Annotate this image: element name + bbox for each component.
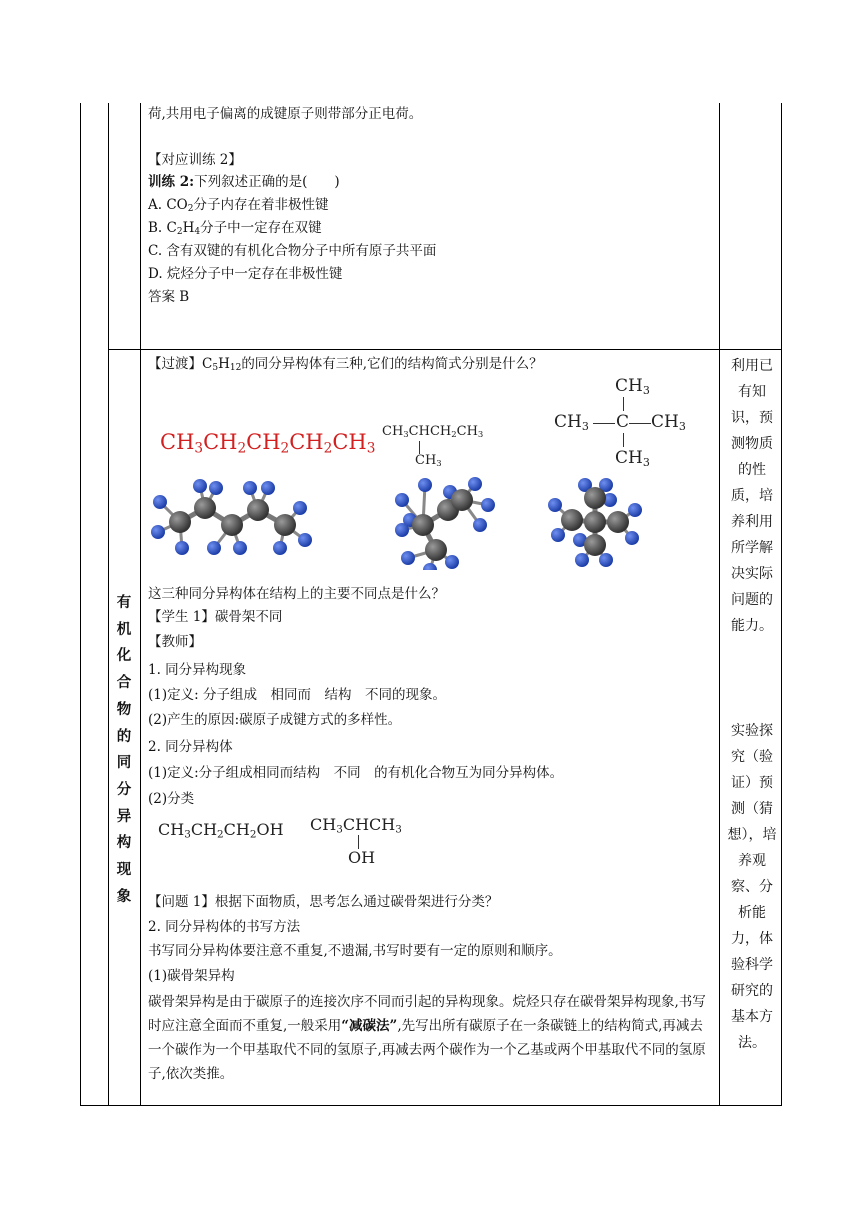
neopentane-left-text: $CH_3$	[554, 412, 589, 433]
neopentane-bond-right	[629, 423, 651, 424]
structure-isopentane-main: $CH_3CHCH_2CH_3$	[382, 424, 484, 440]
right-note-1	[724, 353, 780, 639]
para-pre: 碳骨架异构是由于碳原子的连接次序不同而引起的异构现象。烷烃只存在碳骨架异构现象,书写时应注意全面而不重复,一般采用	[148, 994, 706, 1034]
para-bold: “减碳法”	[341, 1018, 398, 1034]
side-label-char: 象	[116, 888, 132, 905]
transition-formula-h: H	[218, 356, 230, 372]
table-vline-col3	[719, 103, 720, 1106]
right-note-line: 问题的	[731, 592, 773, 608]
right-note-line: 能力。	[731, 618, 773, 634]
hydrogen-atom	[625, 531, 639, 545]
hydrogen-atom	[293, 501, 307, 515]
transition-label: 【过渡】	[148, 356, 202, 372]
right-note-line: 质，培	[731, 488, 773, 504]
side-label-char: 同	[116, 755, 132, 772]
hydrogen-atom	[468, 477, 482, 491]
isopropanol-main-text: $CH_3CHCH_3$	[310, 815, 402, 836]
problem-text: 根据下面物质，思考怎么通过碳骨架进行分类？	[214, 894, 499, 910]
molecular-models	[140, 470, 680, 570]
table-vline-outer-left	[80, 103, 81, 1106]
side-label-char: 合	[116, 675, 132, 692]
right-note-line: 实验探	[731, 723, 773, 739]
problem-label: 【问题 1】	[148, 894, 215, 910]
structure-neopentane-top	[615, 376, 650, 397]
carbon-atom	[247, 499, 269, 521]
hydrogen-atom	[151, 525, 165, 539]
hydrogen-atom	[153, 495, 167, 509]
carbon-atom	[412, 514, 434, 536]
isopentane-model	[395, 477, 495, 570]
point1-reason: (2)产生的原因:碳原子成键方式的多样性。	[148, 712, 402, 728]
neopentane-right-text: $CH_3$	[651, 412, 686, 433]
transition-sub2: 12	[229, 363, 242, 373]
hydrogen-atom	[193, 479, 207, 493]
transition-formula-c: C	[202, 356, 213, 372]
writing-intro: 书写同分异构体要注意不重复,不遗漏,书写时要有一定的原则和顺序。	[148, 943, 562, 959]
structure-neopentane-bottom	[615, 448, 650, 469]
hydrogen-atom	[473, 518, 487, 532]
hydrogen-atom	[243, 481, 257, 495]
para-post: ,先写出所有碳原子在一条碳链上的结构简式,再减去一个碳作为一个甲基取代不同的氢原子,再减去两个碳作为一个乙基或两个甲基取代不同的氢原子,依次类推。	[148, 1018, 706, 1082]
hydrogen-atom	[481, 498, 495, 512]
option-b-sub1: 2	[176, 227, 183, 237]
structure-neopentane-center	[616, 412, 629, 432]
skeleton-title: (1)碳骨架异构	[148, 968, 235, 984]
exercise-header: 【对应训练 2】	[148, 152, 242, 168]
structure-isopentane	[382, 424, 483, 439]
hydrogen-atom	[599, 553, 613, 567]
right-note-line: 力，体	[731, 931, 773, 947]
question-label: 训练 2:	[148, 174, 195, 190]
neopentane-center-text: C	[616, 412, 630, 432]
option-a-sub: 2	[187, 204, 194, 214]
carbon-atom	[274, 514, 296, 536]
option-c: C. 含有双键的有机化合物分子中所有原子共平面	[148, 243, 437, 259]
right-note-line: 法。	[738, 1035, 766, 1051]
section-side-label	[108, 590, 140, 910]
carbon-atom	[561, 509, 583, 531]
point1-definition: (1)定义: 分子组成 相同而 结构 不同的现象。	[148, 687, 446, 703]
right-note-line: 基本方	[731, 1009, 773, 1025]
structure-pentane-text: $CH_3CH_2CH_2CH_2CH_3$	[160, 430, 376, 457]
carbon-atom	[607, 511, 629, 533]
right-note-line: 利用已	[731, 358, 773, 374]
neopentane-bond-top	[623, 397, 624, 411]
carbon-atom	[584, 534, 606, 556]
right-note-line: 研究的	[731, 983, 773, 999]
carbon-atom	[221, 514, 243, 536]
propanol-formula	[158, 820, 284, 841]
hydrogen-atom	[628, 503, 642, 517]
structure-isopentane-branch	[415, 453, 442, 468]
option-b-pre: B. C	[148, 220, 177, 236]
side-label-char: 化	[116, 648, 132, 665]
hydrogen-atom	[401, 551, 415, 565]
hydrogen-atom	[273, 541, 287, 555]
table-vline-col2	[140, 103, 141, 1106]
option-b-sub2: 4	[194, 227, 201, 237]
propanol-text: $CH_3CH_2CH_2OH$	[158, 820, 284, 841]
right-note-line: 有知	[738, 384, 766, 400]
right-note-line: 证）预	[731, 775, 773, 791]
right-note-line: 测（猜	[731, 801, 773, 817]
side-label-chars	[108, 590, 140, 910]
isopentane-branch-text: $CH_3$	[415, 453, 442, 469]
right-note-line: 养观	[738, 853, 766, 869]
side-label-char: 分	[116, 781, 132, 798]
neopentane-bond-left	[593, 423, 615, 424]
point2-title: 2. 同分异构体	[148, 739, 233, 755]
side-label-char: 构	[116, 835, 132, 852]
carbon-atom	[584, 511, 606, 533]
student-answer-line	[148, 607, 282, 627]
student-answer: 碳骨架不同	[214, 609, 283, 625]
question-text: 下列叙述正确的是( )	[194, 174, 340, 190]
question-difference: 这三种同分异构体在结构上的主要不同点是什么？	[148, 586, 445, 602]
neopentane-top-text: $CH_3$	[615, 376, 650, 397]
isopropanol-formula-main	[310, 815, 402, 836]
right-note-line: 察、分	[731, 879, 773, 895]
pentane-model	[151, 479, 312, 555]
hydrogen-atom	[261, 481, 275, 495]
table-vline-outer-right	[781, 103, 782, 1106]
exercise-question	[148, 172, 340, 192]
option-d: D. 烷烃分子中一定存在非极性键	[148, 266, 343, 282]
table-hline-bottom	[80, 1105, 782, 1106]
hydrogen-atom	[551, 528, 565, 542]
point2-definition: (1)定义:分子组成相同而结构 不同 的有机化合物互为同分异构体。	[148, 765, 564, 781]
hydrogen-atom	[548, 498, 562, 512]
option-b-post: 分子中一定存在双键	[200, 220, 322, 236]
option-a-pre: A. CO	[148, 197, 188, 213]
point1-title: 1. 同分异构现象	[148, 662, 247, 678]
table-hline-mid	[108, 349, 781, 350]
isopropanol-branch-text: OH	[348, 848, 376, 867]
right-note-line: 的性	[738, 462, 766, 478]
writing-title: 2. 同分异构体的书写方法	[148, 919, 301, 935]
right-note-line: 所学解	[731, 540, 773, 556]
right-note-line: 测物质	[731, 436, 773, 452]
continuation-text: 荷,共用电子偏离的成键原子则带部分正电荷。	[148, 106, 423, 122]
right-note-line: 究（验	[731, 749, 773, 765]
hydrogen-atom	[395, 493, 409, 507]
structure-neopentane-right	[651, 412, 686, 433]
carbon-atom	[584, 487, 606, 509]
transition-post: 的同分异构体有三种,它们的结构简式分别是什么？	[241, 356, 543, 372]
right-note-line: 析能	[738, 905, 766, 921]
side-label-char: 机	[116, 621, 132, 638]
problem-line	[148, 892, 498, 912]
option-b	[148, 218, 322, 242]
structure-pentane	[160, 430, 375, 456]
teacher-label: 【教师】	[148, 634, 202, 650]
side-label-char: 的	[116, 728, 132, 745]
transition-line	[148, 354, 543, 378]
skeleton-paragraph	[148, 990, 714, 1086]
right-note-2	[724, 718, 780, 1056]
option-b-mid: H	[182, 220, 195, 236]
option-a	[148, 195, 328, 219]
neopentane-bottom-text: $CH_3$	[615, 448, 650, 469]
hydrogen-atom	[207, 541, 221, 555]
isopropanol-bond	[358, 835, 359, 849]
hydrogen-atom	[423, 563, 437, 570]
side-label-char: 物	[116, 701, 132, 718]
right-note-line: 识，预	[731, 410, 773, 426]
side-label-char: 异	[116, 808, 132, 825]
hydrogen-atom	[233, 541, 247, 555]
option-a-post: 分子内存在着非极性键	[193, 197, 329, 213]
neopentane-model	[548, 478, 642, 567]
carbon-atom	[451, 489, 473, 511]
right-note-line: 决实际	[731, 566, 773, 582]
right-note-line: 验科学	[731, 957, 773, 973]
hydrogen-atom	[209, 481, 223, 495]
right-note-line: 养利用	[731, 514, 773, 530]
side-label-char: 现	[116, 862, 132, 879]
hydrogen-atom	[575, 553, 589, 567]
right-note-line: 想），培	[727, 827, 777, 843]
structure-neopentane-left	[554, 412, 589, 433]
hydrogen-atom	[418, 478, 432, 492]
answer-text: 答案 B	[148, 289, 190, 305]
student-label: 【学生 1】	[148, 609, 215, 625]
point2-classification: (2)分类	[148, 791, 195, 807]
isopropanol-formula-branch	[348, 848, 375, 867]
hydrogen-atom	[445, 555, 459, 569]
hydrogen-atom	[395, 523, 409, 537]
side-label-char: 有	[116, 595, 132, 611]
hydrogen-atom	[175, 541, 189, 555]
carbon-atom	[194, 497, 216, 519]
neopentane-bond-bottom	[623, 433, 624, 447]
carbon-atom	[169, 511, 191, 533]
carbon-atom	[425, 539, 447, 561]
hydrogen-atom	[298, 533, 312, 547]
transition-sub1: 5	[212, 363, 219, 373]
